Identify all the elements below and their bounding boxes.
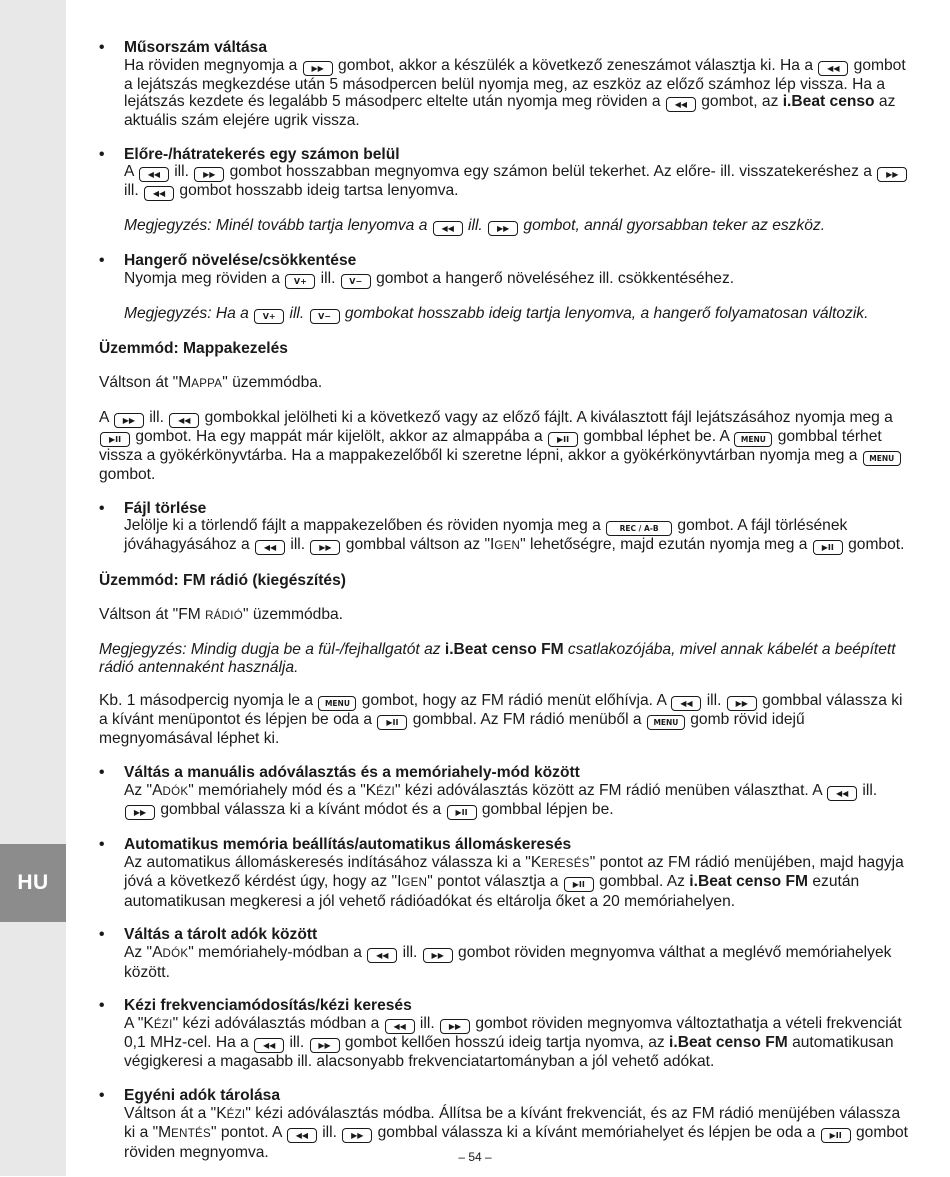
- prev-key-icon: ◀◀: [827, 786, 857, 801]
- bullet-auto-scan: [99, 836, 912, 910]
- prev-key-icon: ◀◀: [666, 97, 696, 112]
- menu-key-icon: MENU: [647, 715, 685, 730]
- volume-down-key-icon: V−: [310, 309, 340, 324]
- bullet-title: • Váltás a tárolt adók között: [124, 926, 318, 944]
- bullet-text: A "KÉZI" kézi adóválasztás módban a ◀◀ ill. ▶▶ gombot röviden megnyomva változtathatja a vételi frekvenciát 0,1 MHz-cel. Ha a ◀◀ ill. ▶▶ gombot kellően hosszú ideig tartja nyomva, az i.Beat censo FM automatikusan végigkeresi a magasabb ill. alacsonyabb frekvenciatartományban a jól vehető adókat.: [124, 1014, 902, 1071]
- prev-key-icon: ◀◀: [433, 221, 463, 236]
- manual-content: [99, 39, 912, 1177]
- play-pause-key-icon: ▶II: [564, 877, 594, 892]
- paragraph: Váltson át "FM RÁDIÓ" üzemmódba.: [99, 605, 344, 623]
- prev-key-icon: ◀◀: [254, 1038, 284, 1053]
- bullet-manual-memory-mode: [99, 764, 912, 820]
- next-key-icon: ▶▶: [423, 948, 453, 963]
- next-key-icon: ▶▶: [125, 805, 155, 820]
- bullet-text: Váltson át a "KÉZI" kézi adóválasztás módba. Állítsa be a kívánt frekvenciát, és az FM rádió menüjében válassza ki a "MENTÉS" pontot. A ◀◀ ill. ▶▶ gombbal válassza ki a kívánt memóriahelyet és lépjen be oda a ▶II gombot röviden megnyomva.: [124, 1104, 909, 1161]
- note: Megjegyzés: Minél tovább tartja lenyomva a ◀◀ ill. ▶▶ gombot, annál gyorsabban teker az eszköz.: [124, 217, 826, 235]
- bullet-text: Jelölje ki a törlendő fájlt a mappakezelőben és röviden nyomja meg a REC / A-B gombot. A fájl törlésének jóváhagyásához a ◀◀ ill. ▶▶ gombbal váltson az "IGEN" lehetőségre, majd ezután nyomja meg a ▶II gombot.: [124, 517, 905, 554]
- play-pause-key-icon: ▶II: [447, 805, 477, 820]
- page-number: – 54 –: [458, 1150, 492, 1164]
- note: Megjegyzés: Mindig dugja be a fül-/fejhallgatót az i.Beat censo FM csatlakozójába, mivel annak kábelét a beépített rádió antennaként használja.: [99, 641, 896, 676]
- menu-key-icon: MENU: [863, 451, 901, 466]
- prev-key-icon: ◀◀: [255, 540, 285, 555]
- play-pause-key-icon: ▶II: [821, 1128, 851, 1143]
- bullet-delete-file: [99, 500, 912, 556]
- play-pause-key-icon: ▶II: [548, 432, 578, 447]
- prev-key-icon: ◀◀: [385, 1019, 415, 1034]
- paragraph: A ▶▶ ill. ◀◀ gombokkal jelölheti ki a következő vagy az előző fájlt. A kiválasztott fájl lejátszásához nyomja meg a ▶II gombot. Ha egy mappát már kijelölt, akkor az almappába a ▶II gombbal léphet be. A MENU gombbal térhet vissza a gyökérkönyvtárba. Ha a mappakezelőből ki szeretne lépni, akkor a gyökérkönyvtárban nyomja meg a MENU gombot.: [99, 409, 912, 484]
- section-heading: Üzemmód: Mappakezelés: [99, 339, 288, 357]
- bullet-text: Az automatikus állomáskeresés indításához válassza ki a "KERESÉS" pontot az FM rádió menüjében, majd hagyja jóvá a következő kérdést úgy, hogy az "IGEN" pontot választja a ▶II gombbal. Az i.Beat censo FM ezután automatikusan megkeresi a jól vehető rádióadókat és eltárolja őket a 20 memóriahelyen.: [124, 853, 904, 910]
- next-key-icon: ▶▶: [342, 1128, 372, 1143]
- prev-key-icon: ◀◀: [671, 696, 701, 711]
- prev-key-icon: ◀◀: [169, 413, 199, 428]
- bullet-track-change: [99, 39, 912, 130]
- section-heading: Üzemmód: FM rádió (kiegészítés): [99, 571, 346, 589]
- bullet-text: A ◀◀ ill. ▶▶ gombot hosszabban megnyomva egy számon belül tekerhet. Az előre- ill. visszatekeréshez a ▶▶ ill. ◀◀ gombot hosszabb ideig tartsa lenyomva.: [124, 163, 912, 201]
- next-key-icon: ▶▶: [488, 221, 518, 236]
- play-pause-key-icon: ▶II: [813, 540, 843, 555]
- menu-key-icon: MENU: [734, 432, 772, 447]
- prev-key-icon: ◀◀: [367, 948, 397, 963]
- bullet-title: • Kézi frekvenciamódosítás/kézi keresés: [124, 997, 412, 1015]
- next-key-icon: ▶▶: [440, 1019, 470, 1034]
- side-strip: [0, 0, 66, 1176]
- volume-up-key-icon: V+: [285, 274, 315, 289]
- bullet-text: Az "ADÓK" memóriahely mód és a "KÉZI" kézi adóválasztás között az FM rádió menüben választhat. A ◀◀ ill. ▶▶ gombbal válassza ki a kívánt módot és a ▶II gombbal lépjen be.: [124, 781, 878, 819]
- paragraph: Váltson át "MAPPA" üzemmódba.: [99, 373, 323, 391]
- next-key-icon: ▶▶: [194, 167, 224, 182]
- next-key-icon: ▶▶: [303, 61, 333, 76]
- language-tab: HU: [0, 844, 66, 922]
- bullet-title: • Egyéni adók tárolása: [124, 1087, 280, 1105]
- bullet-title: • Automatikus memória beállítás/automatikus állomáskeresés: [124, 836, 572, 854]
- play-pause-key-icon: ▶II: [100, 432, 130, 447]
- bullet-volume: [99, 252, 912, 324]
- play-pause-key-icon: ▶II: [377, 715, 407, 730]
- prev-key-icon: ◀◀: [139, 167, 169, 182]
- rec-ab-key-icon: REC / A-B: [606, 521, 672, 536]
- menu-key-icon: MENU: [318, 696, 356, 711]
- bullet-text: Ha röviden megnyomja a ▶▶ gombot, akkor a készülék a következő zeneszámot választja ki. Ha a ◀◀ gombot a lejátszás megkezdése után 5 másodpercen belül nyomja meg, az eszköz az előző számhoz lép vissza. Ha a lejátszás kezdete és legalább 5 másodperc eltelte után nyomja meg röviden a ◀◀ gombot, az i.Beat censo az aktuális szám elejére ugrik vissza.: [124, 56, 906, 130]
- bullet-text: Nyomja meg röviden a V+ ill. V− gombot a hangerő növeléséhez ill. csökkentéséhez.: [124, 269, 735, 287]
- paragraph: Kb. 1 másodpercig nyomja le a MENU gombot, hogy az FM rádió menüt előhívja. A ◀◀ ill. ▶▶ gombbal válassza ki a kívánt menüpontot és lépjen be oda a ▶II gombbal. Az FM rádió menüből a MENU gomb rövid idejű megnyomásával léphet ki.: [99, 692, 903, 748]
- bullet-manual-tuning: [99, 997, 912, 1071]
- next-key-icon: ▶▶: [310, 1038, 340, 1053]
- bullet-title: • Hangerő növelése/csökkentése: [124, 252, 357, 270]
- bullet-seek: [99, 146, 912, 237]
- next-key-icon: ▶▶: [114, 413, 144, 428]
- prev-key-icon: ◀◀: [287, 1128, 317, 1143]
- bullet-title: • Váltás a manuális adóválasztás és a memóriahely-mód között: [124, 763, 580, 781]
- bullet-title: • Fájl törlése: [124, 499, 207, 517]
- bullet-title: • Műsorszám váltása: [124, 39, 268, 56]
- bullet-text: Az "ADÓK" memóriahely-módban a ◀◀ ill. ▶▶ gombot röviden megnyomva válthat a meglévő memóriahelyek között.: [124, 944, 892, 981]
- next-key-icon: ▶▶: [727, 696, 757, 711]
- bullet-title: • Előre-/hátratekerés egy számon belül: [124, 145, 400, 163]
- next-key-icon: ▶▶: [877, 167, 907, 182]
- bullet-stored-stations: [99, 926, 912, 981]
- volume-up-key-icon: V+: [254, 309, 284, 324]
- next-key-icon: ▶▶: [310, 540, 340, 555]
- volume-down-key-icon: V−: [341, 274, 371, 289]
- prev-key-icon: ◀◀: [818, 61, 848, 76]
- note: Megjegyzés: Ha a V+ ill. V− gombokat hosszabb ideig tartja lenyomva, a hangerő folyamatosan változik.: [124, 304, 869, 322]
- prev-key-icon: ◀◀: [144, 186, 174, 201]
